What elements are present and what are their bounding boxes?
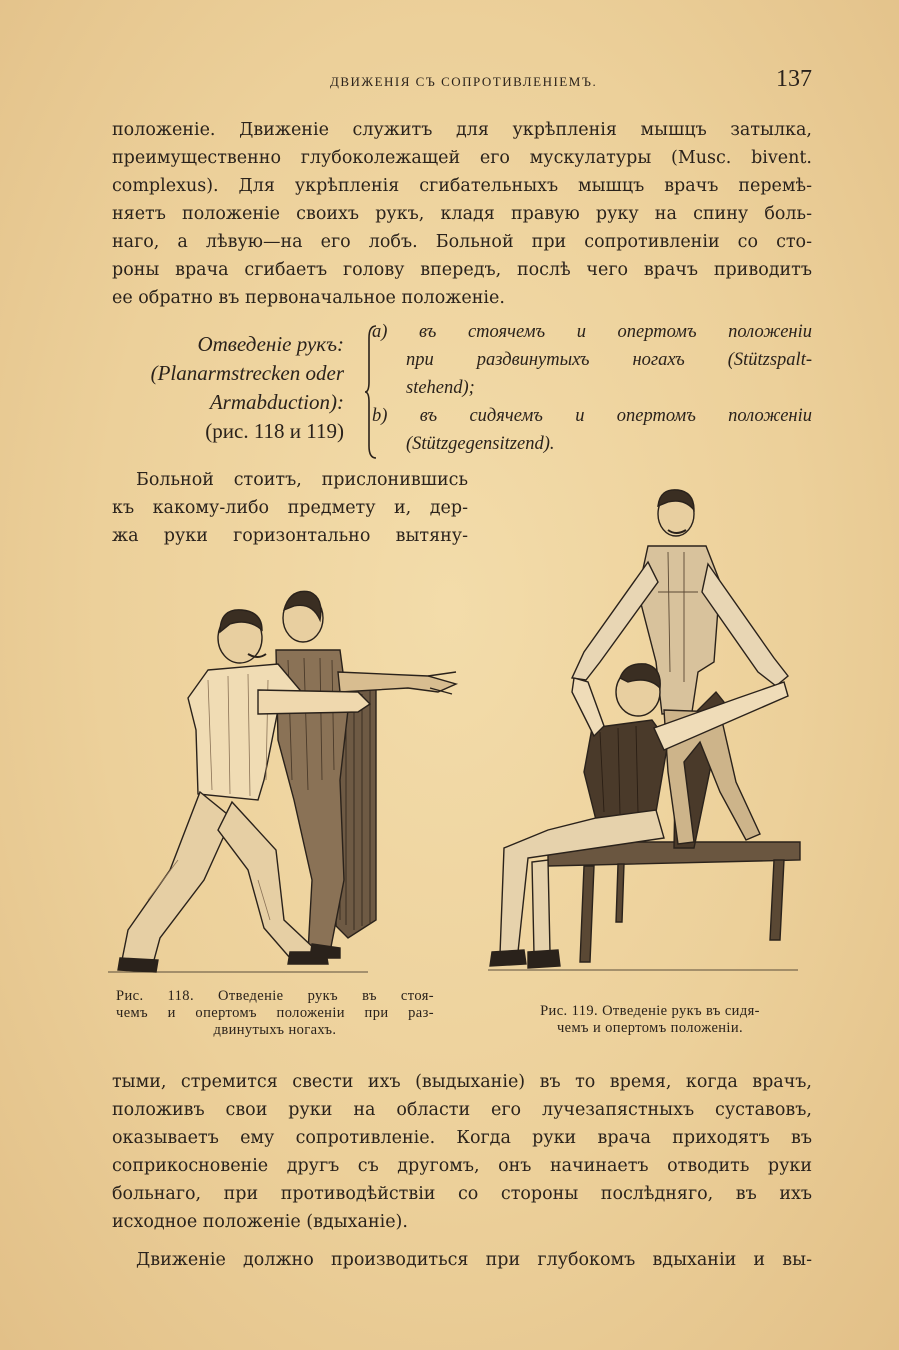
text-line: исходное положеніе (вдыханіе). — [112, 1212, 408, 1232]
figure-119-illustration — [488, 482, 808, 982]
text-line: complexus). Для укрѣпленія сгибательныхъ мышцъ врачъ перемѣ- — [112, 176, 812, 196]
variant-a-line: stehend); — [406, 378, 475, 398]
page-header — [112, 66, 812, 96]
caption-line: чемъ и опертомъ положеніи при раз- — [116, 1005, 434, 1021]
caption-line: двинутыхъ ногахъ. — [213, 1022, 337, 1038]
paragraph-3 — [112, 1068, 812, 1236]
text-line: къ какому-либо предмету и, дер- — [112, 498, 468, 518]
page-number: 137 — [776, 66, 812, 92]
caption-line: Рис. 118. Отведеніе рукъ въ стоя- — [116, 988, 434, 1004]
text-line: преимущественно глубоколежащей его мускулатуры (Musc. bivent. — [112, 148, 812, 168]
figure-118-illustration — [108, 580, 463, 980]
text-line: Больной стоитъ, прислонившись — [136, 470, 468, 490]
exercise-name: Отведеніе рукъ: — [197, 332, 344, 356]
text-line: Движеніе должно производиться при глубокомъ вдыханіи и вы- — [136, 1250, 812, 1270]
text-line: няетъ положеніе своихъ рукъ, кладя правую руку на спину боль- — [112, 204, 812, 224]
text-line: тыми, стремится свести ихъ (выдыханіе) въ то время, когда врачъ, — [112, 1072, 812, 1092]
paragraph-1 — [112, 116, 812, 312]
caption-line: Рис. 119. Отведеніе рукъ въ сидя- — [540, 1003, 760, 1019]
exercise-title — [112, 330, 344, 446]
paragraph-4 — [112, 1246, 812, 1274]
variant-a-line: a) въ стоячемъ и опертомъ положеніи — [372, 322, 812, 342]
text-line: наго, а лѣвую—на его лобъ. Больной при сопротивленіи со сто- — [112, 232, 812, 252]
figure-118-caption — [116, 988, 434, 1039]
text-line: больнаго, при противодѣйствіи со стороны послѣдняго, въ ихъ — [112, 1184, 812, 1204]
figure-reference: (рис. 118 и 119) — [205, 419, 344, 443]
text-line: ее обратно въ первоначальное положеніе. — [112, 288, 505, 308]
text-line: оказываетъ ему сопротивленіе. Когда руки врача приходятъ въ — [112, 1128, 812, 1148]
text-line: положеніе. Движеніе служитъ для укрѣпленія мышцъ затылка, — [112, 120, 812, 140]
figure-119-caption — [490, 1003, 810, 1037]
variant-a-line: при раздвинутыхъ ногахъ (Stützspalt- — [406, 350, 812, 370]
exercise-variants — [372, 318, 812, 458]
exercise-subheading — [112, 318, 812, 468]
exercise-german-name: (Planarmstrecken oder — [150, 361, 344, 385]
exercise-latin-name: Armabduction): — [209, 390, 344, 414]
paragraph-2 — [112, 466, 468, 550]
text-line: жа руки горизонтально вытяну- — [112, 526, 468, 546]
variant-b-line: (Stützgegensitzend). — [406, 434, 555, 454]
caption-line: чемъ и опертомъ положеніи. — [556, 1020, 744, 1036]
text-line: соприкосновеніе другъ съ другомъ, онъ начинаетъ отводить руки — [112, 1156, 812, 1176]
running-title: ДВИЖЕНІЯ СЪ СОПРОТИВЛЕНІЕМЪ. — [330, 74, 598, 89]
text-line: роны врача сгибаетъ голову впередъ, послѣ чего врачъ приводитъ — [112, 260, 812, 280]
text-line: положивъ свои руки на области его лучезапястныхъ суставовъ, — [112, 1100, 812, 1120]
variant-b-line: b) въ сидячемъ и опертомъ положеніи — [372, 406, 812, 426]
